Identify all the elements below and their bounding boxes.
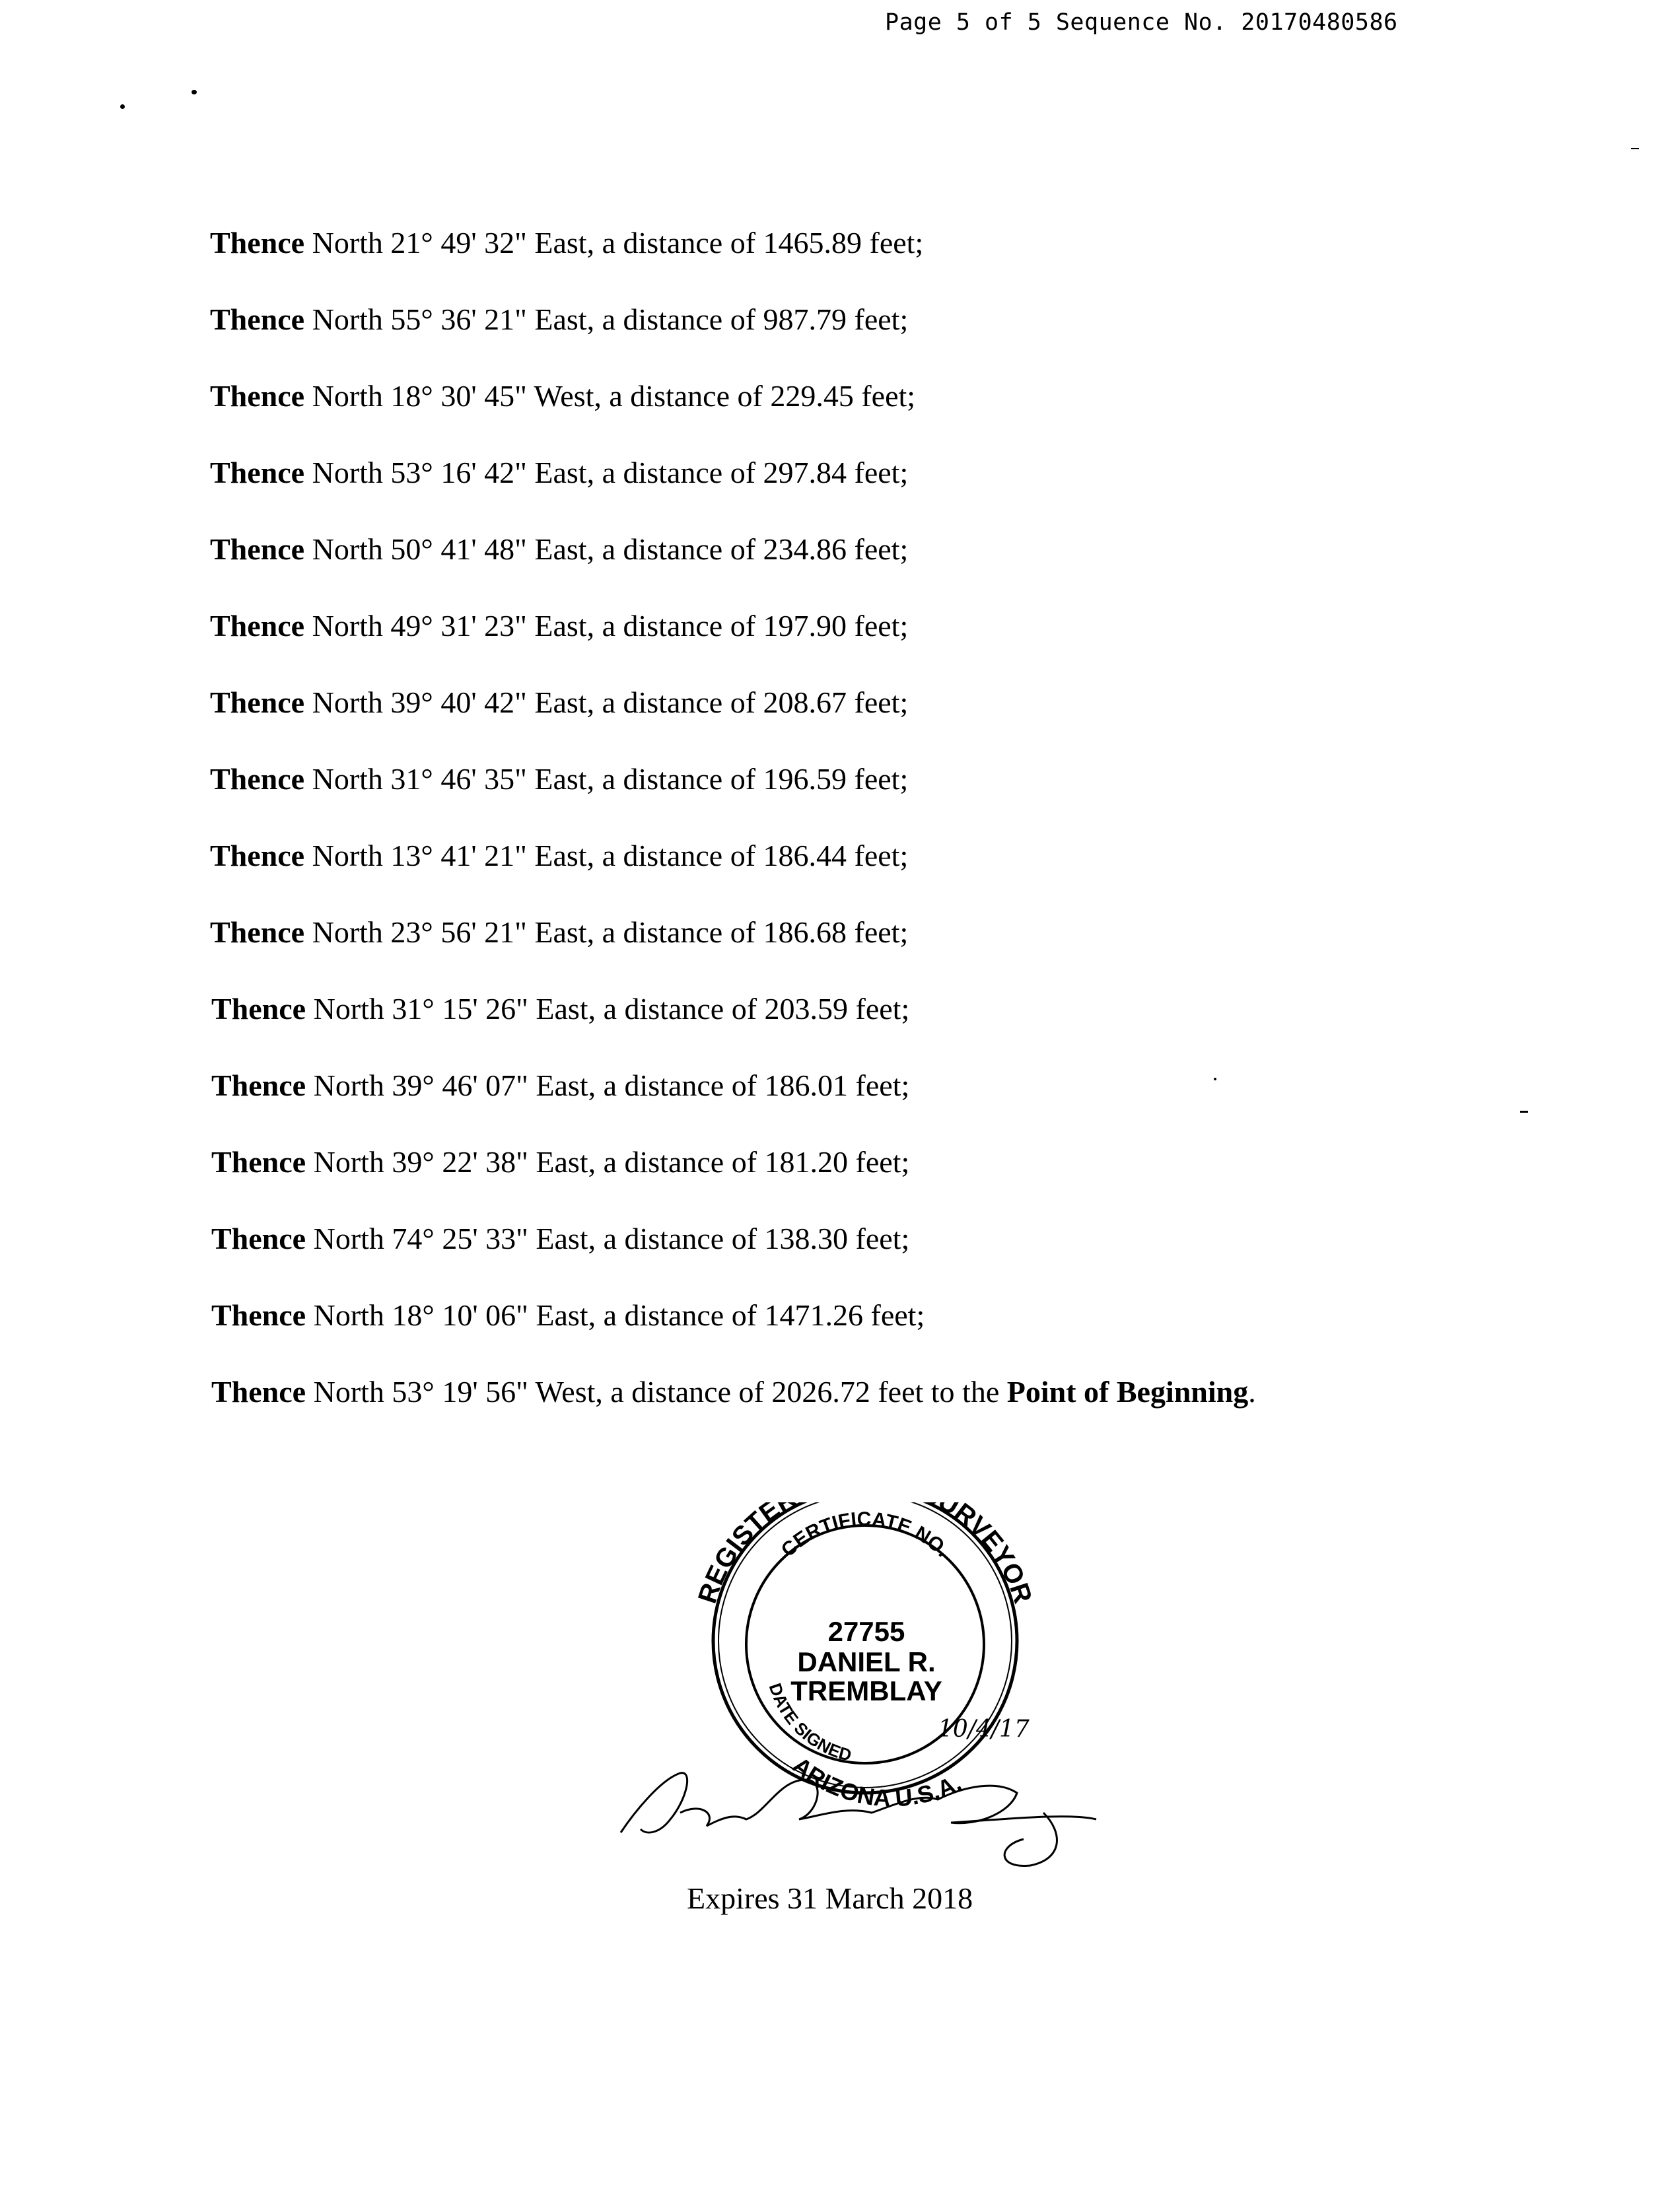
signature-tail — [951, 1817, 1096, 1823]
page-sequence-header: Page 5 of 5 Sequence No. 20170480586 — [885, 9, 1398, 36]
bearing-call — [211, 1219, 909, 1259]
call-text: North 21° 49' 32" East, a distance of 1465.89 feet; — [304, 226, 924, 260]
call-lead: Thence — [210, 762, 305, 796]
seal-name-first: DANIEL R. — [797, 1646, 936, 1677]
call-text: North 49° 31' 23" East, a distance of 197.90 feet; — [304, 609, 909, 643]
bearing-call — [210, 836, 908, 876]
call-text: North 74° 25' 33" East, a distance of 138.30 feet; — [306, 1222, 910, 1255]
call-lead: Thence — [210, 685, 305, 719]
scan-speck — [120, 104, 125, 109]
surveyor-seal — [608, 1502, 1123, 1872]
bearing-call — [210, 606, 908, 646]
call-lead: Thence — [210, 379, 305, 413]
license-expiration: Expires 31 March 2018 — [687, 1881, 973, 1915]
call-lead: Thence — [210, 915, 305, 949]
call-lead: Thence — [211, 1222, 306, 1255]
scan-speck — [1631, 148, 1639, 149]
call-lead: Thence — [211, 1145, 306, 1179]
call-text: North 39° 22' 38" East, a distance of 181.20 feet; — [306, 1145, 910, 1179]
call-lead: Thence — [211, 1068, 306, 1102]
call-text: North 53° 19' 56" West, a distance of 2026.72 feet to the — [306, 1375, 1007, 1409]
call-lead: Thence — [210, 609, 305, 643]
bearing-call — [210, 913, 908, 952]
bearing-call — [210, 300, 908, 339]
bearing-call — [211, 1296, 925, 1335]
bearing-call — [211, 1142, 909, 1182]
call-text: North 39° 40' 42" East, a distance of 208.67 feet; — [304, 685, 909, 719]
scan-speck — [192, 90, 197, 94]
call-lead: Thence — [210, 226, 305, 260]
bearing-call — [210, 683, 908, 722]
call-lead: Thence — [210, 839, 305, 872]
call-text: North 53° 16' 42" East, a distance of 297.84 feet; — [304, 456, 909, 489]
call-text: North 13° 41' 21" East, a distance of 186.44 feet; — [304, 839, 909, 872]
bearing-call — [210, 530, 908, 569]
bearing-call — [211, 1066, 909, 1105]
call-lead: Thence — [211, 1298, 306, 1332]
call-lead: Thence — [210, 302, 305, 336]
scan-speck — [1520, 1111, 1528, 1113]
surveyor-seal-and-signature — [608, 1502, 1123, 1872]
call-text: North 31° 46' 35" East, a distance of 196.59 feet; — [304, 762, 909, 796]
bearing-call — [210, 223, 923, 263]
bearing-call-final — [211, 1372, 1256, 1412]
seal-name-last: TREMBLAY — [790, 1675, 942, 1706]
call-lead: Thence — [211, 1375, 306, 1409]
point-of-beginning: Point of Beginning — [1006, 1375, 1249, 1409]
call-text: North 23° 56' 21" East, a distance of 186.68 feet; — [304, 915, 909, 949]
seal-date-value: 10/4/17 — [938, 1716, 1030, 1743]
call-text: North 31° 15' 26" East, a distance of 203.59 feet; — [306, 992, 910, 1026]
call-text: North 18° 10' 06" East, a distance of 1471.26 feet; — [306, 1298, 925, 1332]
signature-loop — [1004, 1813, 1057, 1866]
bearing-call — [210, 376, 915, 416]
call-text: North 55° 36' 21" East, a distance of 987.79 feet; — [304, 302, 909, 336]
call-text: North 50° 41' 48" East, a distance of 234.86 feet; — [304, 532, 909, 566]
call-lead: Thence — [210, 456, 305, 489]
bearing-call — [210, 453, 908, 493]
call-text: North 39° 46' 07" East, a distance of 186.01 feet; — [306, 1068, 910, 1102]
seal-date-label: DATE SIGNED — [765, 1681, 854, 1765]
seal-certificate-label: CERTIFICATE NO. — [777, 1508, 954, 1562]
bearing-call — [210, 759, 908, 799]
seal-state-text: ARIZONA U.S.A. — [787, 1751, 966, 1812]
signature-stroke — [621, 1773, 687, 1833]
call-lead: Thence — [211, 992, 306, 1026]
seal-certificate-number: 27755 — [827, 1616, 905, 1647]
scan-speck — [1214, 1078, 1216, 1080]
call-end: . — [1248, 1375, 1256, 1409]
call-lead: Thence — [210, 532, 305, 566]
call-text: North 18° 30' 45" West, a distance of 229.45 feet; — [304, 379, 916, 413]
seal-outer-text: REGISTE URVEYOR — [693, 1502, 1037, 1607]
bearing-call — [211, 989, 909, 1029]
